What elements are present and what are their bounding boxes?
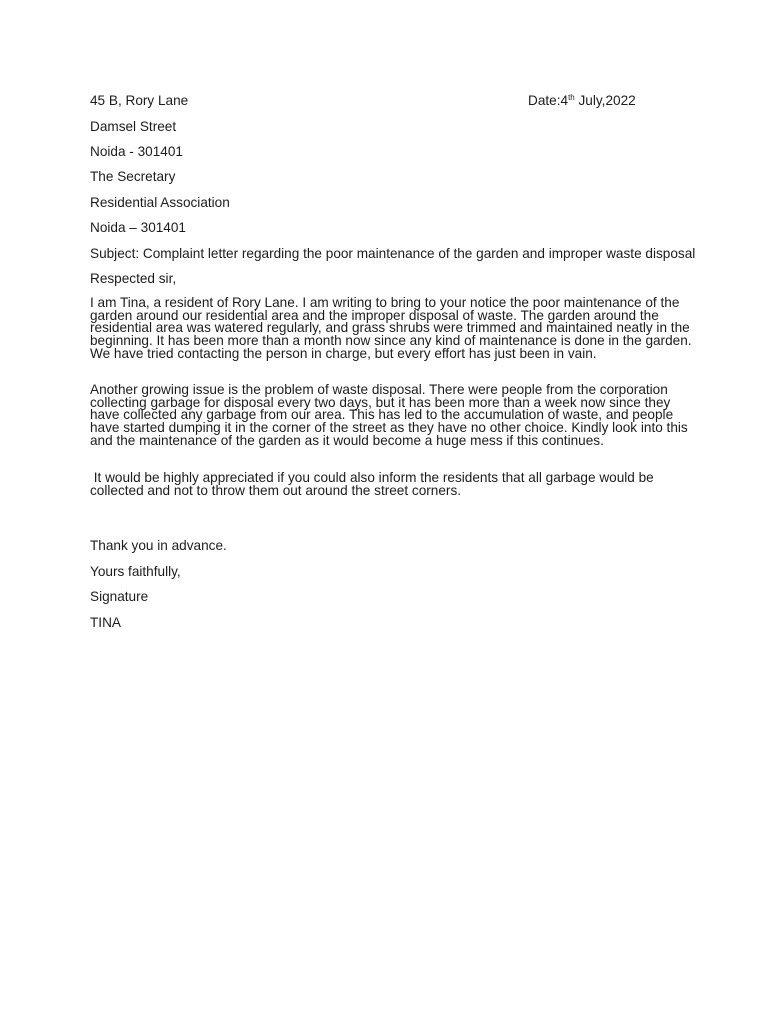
paragraph-line: collected and not to throw them out around the street corners. [90,482,462,498]
date-rest: July,2022 [574,93,636,108]
paragraph-line: have collected any garbage from our area. This has led to the accumulation of waste, and people [90,407,674,423]
date-prefix: Date: [528,93,561,108]
sender-name: TINA [90,615,121,630]
recipient-title: The Secretary [90,169,176,184]
signature-label: Signature [90,589,149,604]
date-day: 4 [560,93,569,108]
recipient-city: Noida – 301401 [90,220,186,235]
paragraph-line: and the maintenance of the garden as it would become a huge mess if this continues. [90,432,604,448]
body-paragraph-1 [90,297,690,361]
closing-thanks: Thank you in advance. [90,538,227,553]
paragraph-line: We have tried contacting the person in charge, but every effort has just been in vain. [90,345,597,361]
sender-address-line1: 45 B, Rory Lane [90,93,189,108]
sender-address-line2: Damsel Street [90,119,177,134]
recipient-organization: Residential Association [90,195,230,210]
closing-valediction: Yours faithfully, [90,564,181,579]
paragraph-line: collecting garbage for disposal every two days, but it has been more than a week now since they [90,394,671,410]
paragraph-line: residential area was watered regularly, and grass shrubs were trimmed and maintained neatly in the [90,320,690,336]
paragraph-line: have started dumping it in the corner of the street as they have no other choice. Kindly look into this [90,420,688,436]
date-suffix: th [568,93,575,102]
letter-date [528,93,636,109]
sender-address-line3: Noida - 301401 [90,144,183,159]
paragraph-line: Another growing issue is the problem of waste disposal. There were people from the corporation [90,382,668,397]
salutation: Respected sir, [90,271,177,286]
body-paragraph-2 [90,384,690,448]
paragraph-line: I am Tina, a resident of Rory Lane. I am writing to bring to your notice the poor maintenance of the [90,295,680,310]
letter-subject: Subject: Complaint letter regarding the poor maintenance of the garden and improper waste disposal [90,246,696,261]
paragraph-line: garden around our residential area and the improper disposal of waste. The garden around the [90,307,659,323]
body-paragraph-3 [90,472,690,497]
paragraph-line: beginning. It has been more than a month now since any kind of maintenance is done in the garden. [90,333,692,349]
paragraph-line: It would be highly appreciated if you could also inform the residents that all garbage would be [90,470,654,485]
